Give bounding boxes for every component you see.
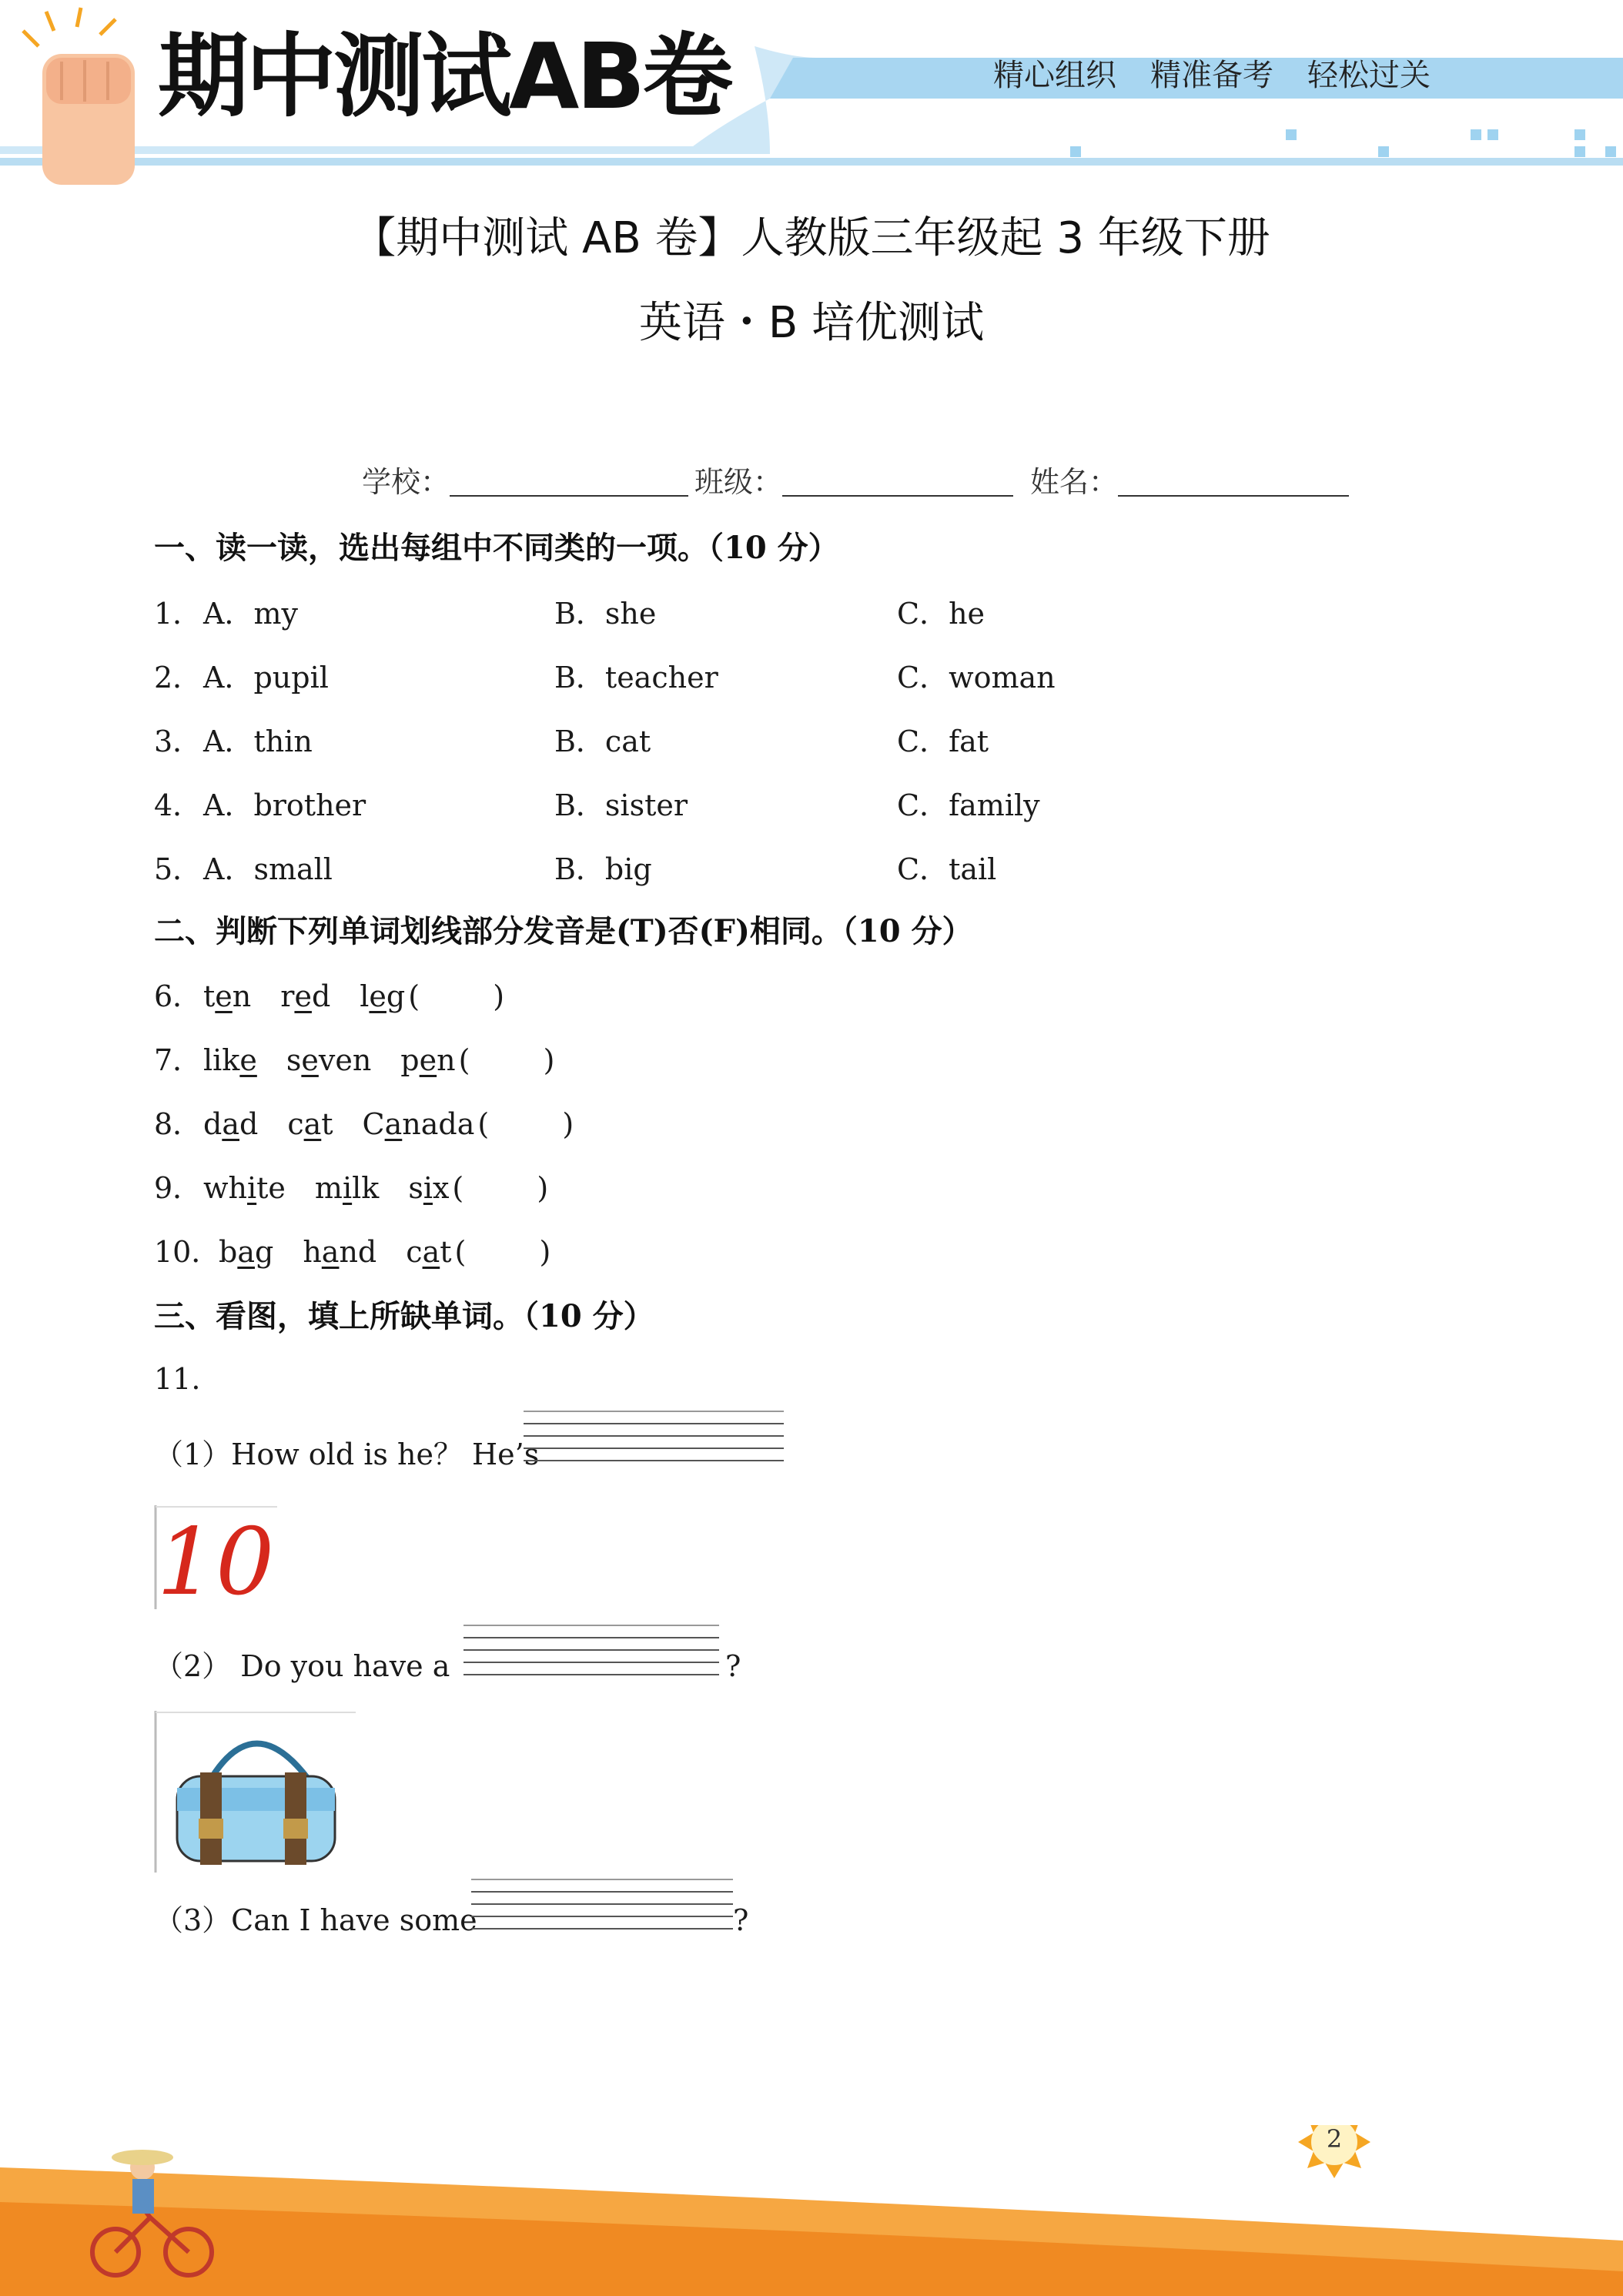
question-number: 10． [154, 1235, 221, 1269]
option-b[interactable]: B．teacher [554, 661, 718, 694]
underlined-letter: e [239, 1043, 257, 1077]
phonics-word: cat [406, 1235, 452, 1269]
close-paren: ) [539, 1235, 551, 1269]
phonics-question-row [154, 1173, 548, 1203]
question-number: 3． [154, 725, 202, 758]
underlined-letter: e [301, 1043, 319, 1077]
phonics-word: dad [203, 1107, 259, 1141]
phonics-question-row [154, 1043, 555, 1077]
underlined-letter: e [419, 1043, 437, 1077]
name-label: 姓名： [1030, 465, 1119, 499]
fill-question-3: （3）Can I have some [154, 1903, 477, 1937]
underlined-letter: e [215, 979, 233, 1013]
option-a[interactable]: A．my [203, 597, 298, 631]
phonics-word: six [408, 1171, 450, 1205]
phonics-word: leg [360, 979, 406, 1013]
question-number: 5． [154, 852, 202, 886]
question-number: 8． [154, 1107, 202, 1141]
phonics-word: like [203, 1043, 257, 1077]
question-mark: ? [733, 1903, 749, 1937]
phonics-word: seven [286, 1043, 372, 1077]
answer-lines-3[interactable] [471, 1879, 733, 1930]
page-number: 2 [1326, 2124, 1343, 2154]
school-field[interactable] [450, 467, 688, 497]
question-number: 1． [154, 597, 202, 631]
close-paren: ) [562, 1107, 574, 1141]
slogan-2: 精准备考 [1150, 58, 1273, 93]
close-paren: ) [543, 1043, 555, 1077]
option-a[interactable]: A．pupil [203, 661, 329, 694]
question-number: 4． [154, 788, 202, 822]
slogan-3: 轻松过关 [1307, 58, 1431, 93]
fill-question-2: （2） Do you have a [154, 1649, 450, 1683]
question-row [154, 727, 1232, 761]
page-title: 【期中测试 AB 卷】人教版三年级起 3 年级下册 [353, 213, 1270, 263]
phonics-question-row [154, 1237, 550, 1267]
answer-blank[interactable]: ( [408, 979, 420, 1013]
student-info-row [362, 467, 1355, 497]
option-c[interactable]: C．fat [897, 725, 989, 758]
answer-blank[interactable]: ( [452, 1171, 464, 1205]
question-number: 6． [154, 979, 202, 1013]
answer-lines-1[interactable] [524, 1411, 784, 1461]
question-number: 11. [154, 1362, 201, 1396]
phonics-question-row [154, 979, 505, 1013]
answer-blank[interactable]: ( [477, 1107, 490, 1141]
underlined-letter: a [222, 1107, 239, 1141]
underlined-letter: i [342, 1171, 353, 1205]
banner-slogans [993, 60, 1431, 91]
number-ten-image [154, 1505, 277, 1609]
question-number: 2． [154, 661, 202, 694]
banner-title: 期中测试AB卷 [158, 23, 731, 129]
phonics-word: pen [400, 1043, 456, 1077]
question-row [154, 599, 1232, 633]
slogan-1: 精心组织 [993, 58, 1116, 93]
option-c[interactable]: C．tail [897, 852, 997, 886]
section-1-heading: 一、读一读，选出每组中不同类的一项。（10 分） [154, 530, 839, 566]
school-bag-image [154, 1711, 356, 1873]
phonics-word: Canada [362, 1107, 475, 1141]
question-mark: ? [725, 1649, 741, 1683]
answer-lines-2[interactable] [463, 1625, 719, 1675]
phonics-word: milk [314, 1171, 380, 1205]
underlined-letter: a [303, 1107, 322, 1141]
underlined-letter: i [247, 1171, 257, 1205]
section-2-heading: 二、判断下列单词划线部分发音是(T)否(F)相同。（10 分） [154, 913, 973, 949]
underlined-letter: a [422, 1235, 440, 1269]
underlined-letter: a [384, 1107, 403, 1141]
phonics-word: ten [203, 979, 252, 1013]
phonics-word: red [280, 979, 331, 1013]
option-c[interactable]: C．family [897, 788, 1040, 822]
class-label: 班级： [694, 465, 783, 499]
phonics-word: white [203, 1171, 286, 1205]
underlined-letter: e [294, 979, 312, 1013]
option-b[interactable]: B．big [554, 852, 652, 886]
question-row [154, 788, 1232, 825]
underlined-letter: e [369, 979, 387, 1013]
fill-question-1: （1）How old is he？ He’s [154, 1438, 540, 1471]
answer-blank[interactable]: ( [454, 1235, 467, 1269]
phonics-word: hand [303, 1235, 377, 1269]
number-ten-text: 10 [156, 1509, 275, 1609]
question-number: 7． [154, 1043, 202, 1077]
underlined-letter: a [237, 1235, 255, 1269]
phonics-word: cat [287, 1107, 333, 1141]
option-b[interactable]: B．she [554, 597, 657, 631]
close-paren: ) [493, 979, 505, 1013]
question-row [154, 852, 1232, 889]
option-b[interactable]: B．cat [554, 725, 651, 758]
phonics-word: bag [219, 1235, 274, 1269]
section-3-heading: 三、看图，填上所缺单词。（10 分） [154, 1298, 654, 1334]
page-subtitle: 英语・B 培优测试 [638, 298, 985, 348]
close-paren: ) [537, 1171, 549, 1205]
option-c[interactable]: C．he [897, 597, 986, 631]
answer-blank[interactable]: ( [458, 1043, 470, 1077]
option-b[interactable]: B．sister [554, 788, 688, 822]
option-a[interactable]: A．brother [203, 788, 366, 822]
question-row [154, 663, 1232, 697]
option-a[interactable]: A．thin [203, 725, 313, 758]
name-field[interactable] [1118, 467, 1349, 497]
school-label: 学校： [362, 465, 450, 499]
underlined-letter: a [321, 1235, 340, 1269]
option-c[interactable]: C．woman [897, 661, 1056, 694]
phonics-question-row [154, 1107, 574, 1141]
underlined-letter: i [423, 1171, 433, 1205]
class-field[interactable] [782, 467, 1013, 497]
question-number: 9． [154, 1171, 202, 1205]
option-a[interactable]: A．small [203, 852, 333, 886]
footer-decoration [0, 2125, 1623, 2296]
